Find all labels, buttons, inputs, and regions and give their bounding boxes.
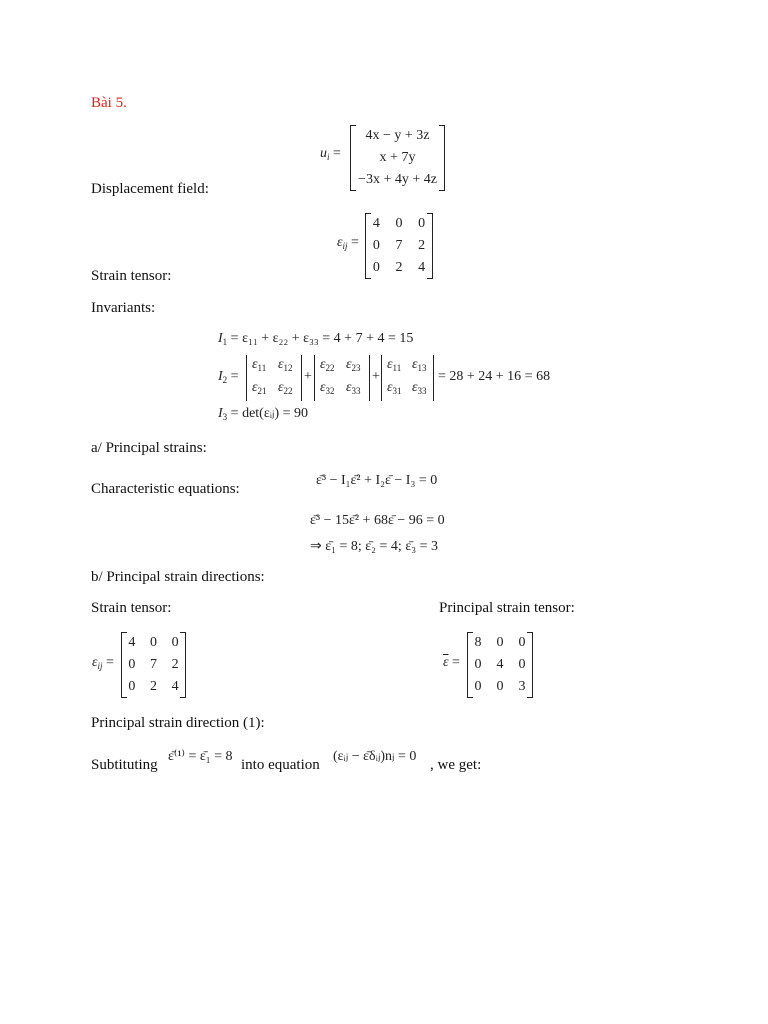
invariants-label: Invariants: xyxy=(91,300,156,316)
plus-sign: + xyxy=(372,369,380,384)
displacement-row-3: −3x + 4y + 4z xyxy=(358,172,437,187)
matrix-cell: 8 xyxy=(474,635,482,650)
displacement-label: Displacement field: xyxy=(91,181,209,197)
principal-strain-matrix xyxy=(467,632,533,698)
matrix-cell: 2 xyxy=(149,679,157,694)
matrix-cell: 4 xyxy=(418,260,426,275)
displacement-symbol: $u_i$ = xyxy=(320,146,341,162)
matrix-cell: 4 xyxy=(128,635,136,650)
matrix-cell: 3 xyxy=(518,679,526,694)
matrix-cell: 0 xyxy=(418,216,426,231)
matrix-cell: 0 xyxy=(395,216,403,231)
strain-tensor-label-2: Strain tensor: xyxy=(91,600,172,616)
matrix-cell: 2 xyxy=(171,657,179,672)
matrix-cell: 0 xyxy=(128,657,136,672)
invariant-i2-symbol: $I_2$ = xyxy=(218,369,239,385)
problem-title: Bài 5. xyxy=(91,95,127,111)
principal-strain-values: ⇒ ε̄₁ = 8; ε̄₂ = 4; ε̄₃ = 3 xyxy=(310,539,438,554)
substitution-expression: ε̄⁽¹⁾ = ε̄₁ = 8 xyxy=(168,749,233,764)
matrix-cell: 0 xyxy=(372,238,380,253)
invariant-i3: $I_3$ = det(εᵢⱼ) = 90 xyxy=(218,406,309,422)
plus-sign: + xyxy=(304,369,312,384)
strain-label: Strain tensor: xyxy=(91,268,172,284)
matrix-cell: 0 xyxy=(149,635,157,650)
matrix-cell: 0 xyxy=(474,679,482,694)
i2-determinant-2: $\varepsilon_{22}$ $\varepsilon_{23}$ $\varepsilon_{32}$ $\varepsilon_{33}$ xyxy=(314,355,370,401)
substitution-equation: (εᵢⱼ − ε̄δᵢⱼ)nⱼ = 0 xyxy=(333,749,417,764)
matrix-cell: 0 xyxy=(372,260,380,275)
characteristic-equation: ε̄³ − I₁ε̄² + I₂ε̄ − I₃ = 0 xyxy=(316,473,438,488)
displacement-vector xyxy=(350,125,445,191)
strain-matrix-2 xyxy=(121,632,186,698)
displacement-row-1: 4x − y + 3z xyxy=(365,128,430,143)
matrix-cell: 0 xyxy=(518,635,526,650)
substitution-text-1: Subtituting xyxy=(91,757,158,773)
invariant-i2-result: = 28 + 24 + 16 = 68 xyxy=(438,369,551,384)
strain-matrix xyxy=(365,213,433,279)
principal-symbol: $\overline{\varepsilon}$ = xyxy=(443,655,460,670)
i2-determinant-3: $\varepsilon_{11}$ $\varepsilon_{13}$ $\varepsilon_{31}$ $\varepsilon_{33}$ xyxy=(381,355,434,401)
matrix-cell: 0 xyxy=(518,657,526,672)
matrix-cell: 4 xyxy=(171,679,179,694)
matrix-cell: 2 xyxy=(418,238,426,253)
principal-strains-heading: a/ Principal strains: xyxy=(91,440,207,456)
matrix-cell: 7 xyxy=(149,657,157,672)
principal-tensor-label: Principal strain tensor: xyxy=(439,600,575,616)
strain-symbol: $\varepsilon_{ij}$ = xyxy=(337,235,359,251)
matrix-cell: 7 xyxy=(395,238,403,253)
matrix-cell: 4 xyxy=(496,657,504,672)
matrix-cell: 0 xyxy=(128,679,136,694)
characteristic-equation-numeric: ε̄³ − 15ε̄² + 68ε̄ − 96 = 0 xyxy=(310,513,445,528)
substitution-text-3: , we get: xyxy=(430,757,482,773)
substitution-text-2: into equation xyxy=(241,757,320,773)
matrix-cell: 2 xyxy=(395,260,403,275)
displacement-row-2: x + 7y xyxy=(379,150,416,165)
matrix-cell: 0 xyxy=(496,679,504,694)
direction-1-label: Principal strain direction (1): xyxy=(91,715,265,731)
i2-determinant-1: $\varepsilon_{11}$ $\varepsilon_{12}$ $\varepsilon_{21}$ $\varepsilon_{22}$ xyxy=(246,355,302,401)
matrix-cell: 0 xyxy=(474,657,482,672)
strain-symbol-2: $\varepsilon_{ij}$ = xyxy=(92,655,114,671)
matrix-cell: 0 xyxy=(496,635,504,650)
characteristic-label: Characteristic equations: xyxy=(91,481,240,497)
matrix-cell: 4 xyxy=(372,216,380,231)
directions-heading: b/ Principal strain directions: xyxy=(91,569,265,585)
invariant-i1: $I_1 = \varepsilon_{11} + \varepsilon_{22} + \varepsilon_{33} = 4 + 7 + 4 = 15$ xyxy=(218,331,414,347)
matrix-cell: 0 xyxy=(171,635,179,650)
